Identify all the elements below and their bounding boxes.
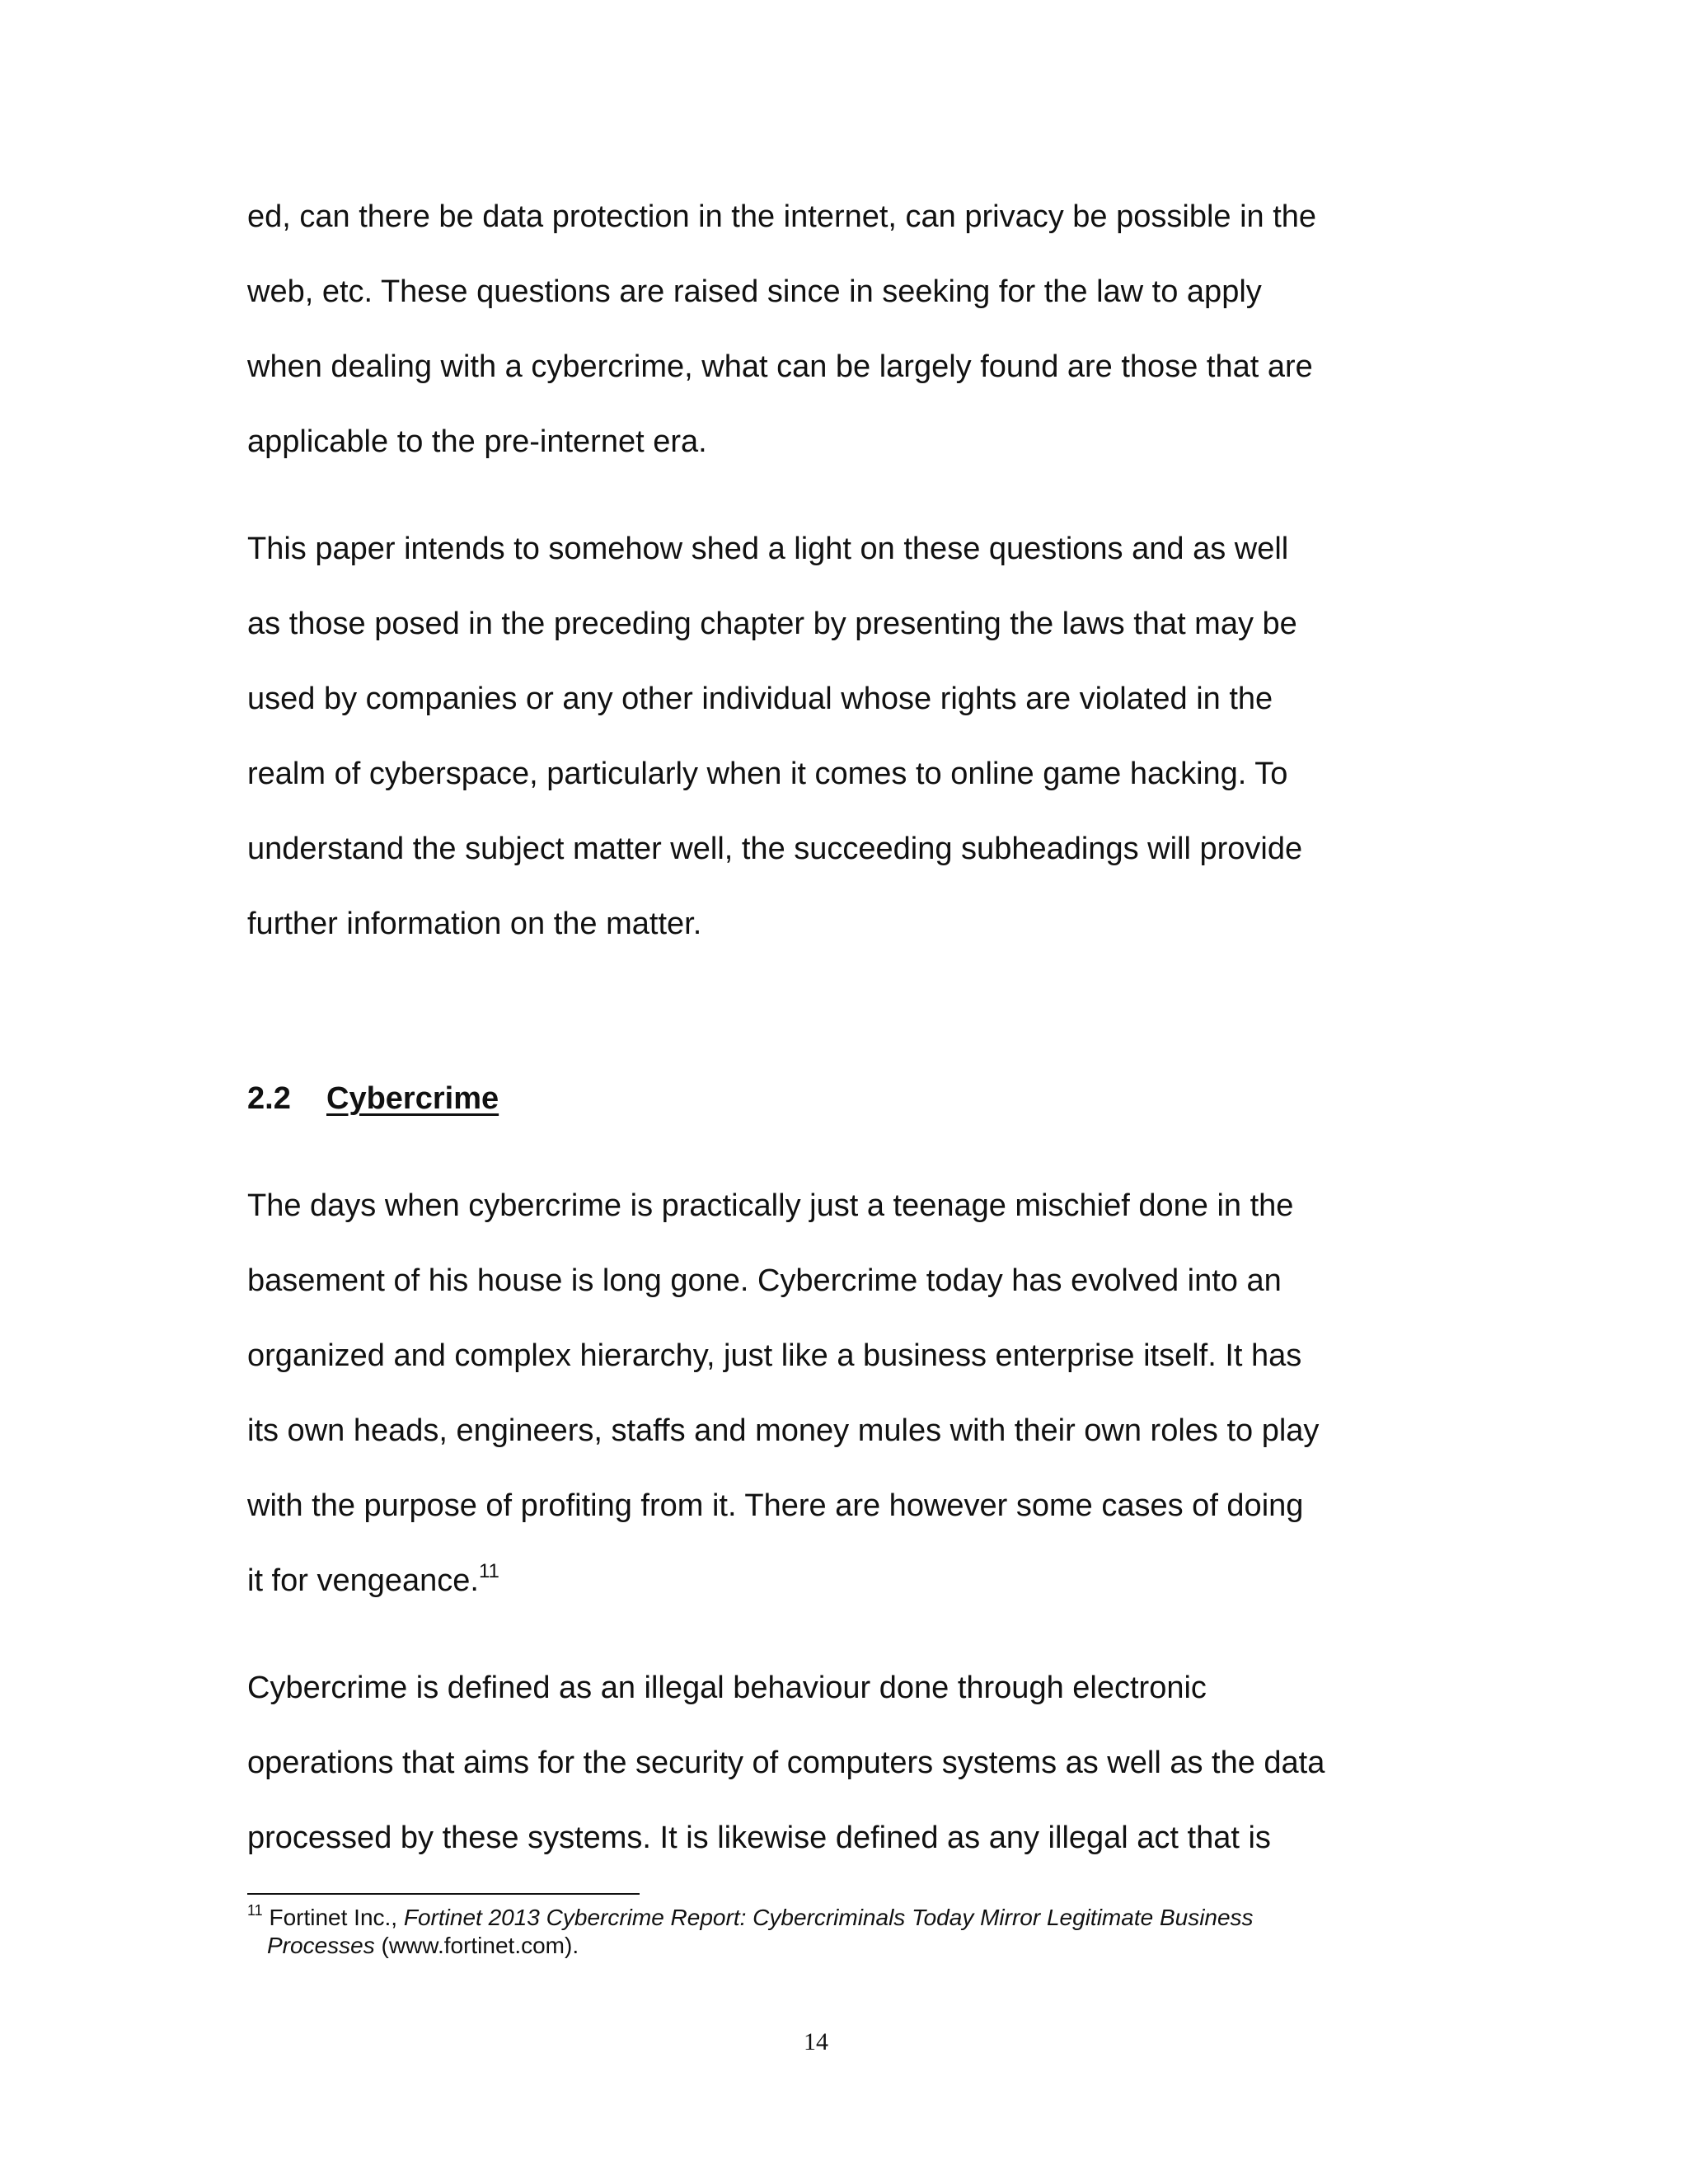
footnote-marker: 11 (247, 1902, 263, 1919)
paragraph-line: understand the subject matter well, the succeeding subheadings will provide (247, 832, 1303, 866)
section-title: Cybercrime (326, 1081, 499, 1116)
footnote (247, 1904, 1418, 1960)
paragraph-line: This paper intends to somehow shed a light on these questions and as well (247, 532, 1289, 566)
paragraph-line: operations that aims for the security of computers systems as well as the data (247, 1746, 1325, 1780)
footnote-line-2 (247, 1932, 1418, 1960)
paragraph-line: realm of cyberspace, particularly when it comes to online game hacking. To (247, 757, 1288, 791)
footnote-line-1 (247, 1902, 1254, 1930)
section-number: 2.2 (247, 1081, 291, 1116)
footnote-separator (247, 1893, 640, 1895)
page-number: 14 (804, 2028, 828, 2055)
footnote-reference[interactable]: 11 (478, 1560, 499, 1582)
paragraph-line: further information on the matter. (247, 907, 702, 941)
footnote-author: Fortinet Inc., (269, 1905, 404, 1930)
footnote-title-continued: Processes (267, 1933, 375, 1958)
footnote-source: (www.fortinet.com). (374, 1933, 579, 1958)
paragraph-line: as those posed in the preceding chapter by presenting the laws that may be (247, 607, 1297, 641)
paragraph-line: The days when cybercrime is practically just a teenage mischief done in the (247, 1188, 1294, 1223)
paragraph-line: processed by these systems. It is likewise defined as any illegal act that is (247, 1821, 1271, 1855)
paragraph-line: basement of his house is long gone. Cybercrime today has evolved into an (247, 1263, 1282, 1298)
paragraph-line: its own heads, engineers, staffs and money mules with their own roles to play (247, 1413, 1320, 1448)
paragraph-line: Cybercrime is defined as an illegal behaviour done through electronic (247, 1671, 1207, 1705)
paragraph-line: when dealing with a cybercrime, what can be largely found are those that are (247, 349, 1313, 384)
footnote-title: Fortinet 2013 Cybercrime Report: Cybercriminals Today Mirror Legitimate Business (403, 1905, 1254, 1930)
paragraph-line-with-footnote (247, 1562, 499, 1600)
paragraph-line: organized and complex hierarchy, just like a business enterprise itself. It has (247, 1338, 1302, 1373)
paragraph-line: ed, can there be data protection in the internet, can privacy be possible in the (247, 199, 1317, 234)
paragraph-line: applicable to the pre-internet era. (247, 424, 707, 459)
paragraph-line: with the purpose of profiting from it. There are however some cases of doing (247, 1488, 1304, 1523)
paragraph-line: used by companies or any other individual whose rights are violated in the (247, 682, 1273, 716)
paragraph-line: web, etc. These questions are raised since in seeking for the law to apply (247, 274, 1262, 309)
paragraph-line-text: it for vengeance. (247, 1563, 479, 1598)
section-heading (247, 1080, 499, 1118)
